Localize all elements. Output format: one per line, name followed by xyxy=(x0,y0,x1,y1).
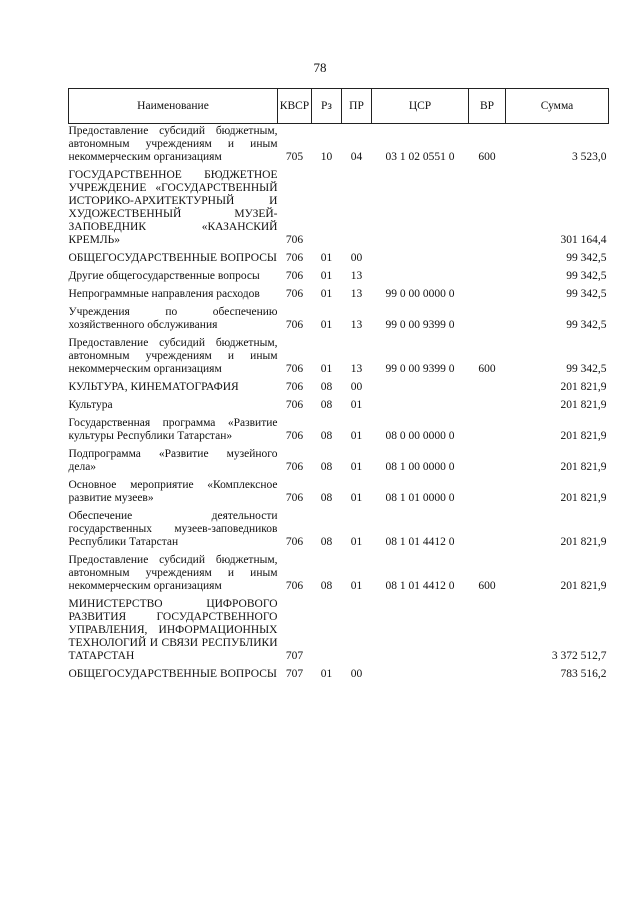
cell-sum: 201 821,9 xyxy=(560,430,607,442)
cell-csr: 99 0 00 9399 0 xyxy=(385,363,455,375)
cell-name: Предоставление субсидий бюджетным, автономным учреждениям и иным некоммерческим организациям xyxy=(68,337,278,375)
cell-vr xyxy=(469,447,506,478)
cell-pr: 01 xyxy=(350,430,363,442)
cell-rz: 10 xyxy=(320,151,333,163)
table-row xyxy=(69,553,609,597)
cell-kvsr: 706 xyxy=(285,492,304,504)
cell-sum: 301 164,4 xyxy=(560,234,607,246)
cell-rz xyxy=(312,168,342,251)
table-row xyxy=(69,416,609,447)
cell-csr xyxy=(372,251,469,269)
cell-vr xyxy=(469,251,506,269)
cell-sum: 201 821,9 xyxy=(560,580,607,592)
cell-kvsr: 706 xyxy=(285,234,304,246)
cell-rz: 08 xyxy=(320,580,333,592)
cell-name: КУЛЬТУРА, КИНЕМАТОГРАФИЯ xyxy=(68,381,239,393)
cell-name: ГОСУДАРСТВЕННОЕ БЮДЖЕТНОЕ УЧРЕЖДЕНИЕ «ГОСУДАРСТВЕННЫЙ ИСТОРИКО-АРХИТЕКТУРНЫЙ И ХУДОЖЕСТВЕННЫЙ МУЗЕЙ-ЗАПОВЕДНИК «КАЗАНСКИЙ КРЕМЛЬ» xyxy=(68,169,278,246)
cell-sum: 201 821,9 xyxy=(560,399,607,411)
header-vr: ВР xyxy=(469,89,506,124)
cell-kvsr: 706 xyxy=(285,461,304,473)
table-row xyxy=(69,478,609,509)
cell-pr: 01 xyxy=(350,492,363,504)
cell-vr xyxy=(469,597,506,667)
cell-rz: 01 xyxy=(320,668,333,680)
cell-kvsr: 706 xyxy=(285,536,304,548)
cell-sum: 99 342,5 xyxy=(566,363,607,375)
header-sum: Сумма xyxy=(506,89,609,124)
table-row xyxy=(69,269,609,287)
cell-sum: 3 523,0 xyxy=(572,151,607,163)
cell-kvsr: 706 xyxy=(285,580,304,592)
table-row xyxy=(69,509,609,553)
cell-name: Предоставление субсидий бюджетным, автономным учреждениям и иным некоммерческим организациям xyxy=(68,125,278,163)
cell-kvsr: 707 xyxy=(285,650,304,662)
cell-kvsr: 706 xyxy=(285,288,304,300)
cell-sum: 99 342,5 xyxy=(566,288,607,300)
cell-name: Государственная программа «Развитие культуры Республики Татарстан» xyxy=(68,417,278,442)
cell-vr xyxy=(469,168,506,251)
cell-pr: 13 xyxy=(350,363,363,375)
cell-sum: 99 342,5 xyxy=(566,270,607,282)
cell-sum: 201 821,9 xyxy=(560,492,607,504)
cell-kvsr: 707 xyxy=(285,668,304,680)
cell-pr: 00 xyxy=(350,668,363,680)
table-row xyxy=(69,287,609,305)
header-rz: Рз xyxy=(312,89,342,124)
cell-vr xyxy=(469,509,506,553)
cell-pr: 04 xyxy=(350,151,363,163)
cell-pr: 01 xyxy=(350,399,363,411)
cell-rz xyxy=(312,597,342,667)
cell-kvsr: 706 xyxy=(285,270,304,282)
cell-csr xyxy=(372,597,469,667)
cell-sum: 201 821,9 xyxy=(560,381,607,393)
cell-rz: 08 xyxy=(320,430,333,442)
cell-sum: 99 342,5 xyxy=(566,319,607,331)
cell-csr: 99 0 00 0000 0 xyxy=(385,288,455,300)
cell-vr xyxy=(469,478,506,509)
cell-pr: 01 xyxy=(350,536,363,548)
table-header-row xyxy=(69,89,609,124)
cell-csr xyxy=(372,398,469,416)
cell-pr: 00 xyxy=(350,252,363,264)
cell-rz: 01 xyxy=(320,363,333,375)
cell-kvsr: 706 xyxy=(285,319,304,331)
cell-kvsr: 705 xyxy=(285,151,304,163)
cell-csr xyxy=(372,269,469,287)
cell-csr: 08 1 01 0000 0 xyxy=(385,492,455,504)
cell-sum: 783 516,2 xyxy=(560,668,607,680)
cell-name: Обеспечение деятельности государственных музеев-заповедников Республики Татарстан xyxy=(68,510,278,548)
cell-vr xyxy=(469,398,506,416)
header-csr: ЦСР xyxy=(372,89,469,124)
cell-name: ОБЩЕГОСУДАРСТВЕННЫЕ ВОПРОСЫ xyxy=(68,252,277,264)
cell-rz: 01 xyxy=(320,319,333,331)
cell-csr xyxy=(372,168,469,251)
table-row xyxy=(69,251,609,269)
cell-name: Предоставление субсидий бюджетным, автономным учреждениям и иным некоммерческим организациям xyxy=(68,554,278,592)
cell-kvsr: 706 xyxy=(285,399,304,411)
cell-vr: 600 xyxy=(478,580,496,592)
cell-pr xyxy=(342,168,372,251)
cell-vr xyxy=(469,287,506,305)
table-row xyxy=(69,380,609,398)
cell-vr xyxy=(469,416,506,447)
cell-pr: 00 xyxy=(350,381,363,393)
cell-name: ОБЩЕГОСУДАРСТВЕННЫЕ ВОПРОСЫ xyxy=(68,668,277,680)
cell-name: Учреждения по обеспечению хозяйственного обслуживания xyxy=(68,306,278,331)
table-row xyxy=(69,667,609,685)
table-row xyxy=(69,124,609,169)
cell-kvsr: 706 xyxy=(285,252,304,264)
cell-pr: 01 xyxy=(350,461,363,473)
page-number: 78 xyxy=(313,60,327,75)
cell-sum: 201 821,9 xyxy=(560,461,607,473)
cell-rz: 08 xyxy=(320,461,333,473)
cell-kvsr: 706 xyxy=(285,363,304,375)
cell-vr xyxy=(469,269,506,287)
cell-vr xyxy=(469,305,506,336)
table-row xyxy=(69,447,609,478)
cell-pr: 01 xyxy=(350,580,363,592)
table-row xyxy=(69,398,609,416)
header-pr: ПР xyxy=(342,89,372,124)
cell-csr xyxy=(372,667,469,685)
cell-name: Непрограммные направления расходов xyxy=(68,288,260,300)
cell-rz: 08 xyxy=(320,381,333,393)
cell-csr: 08 1 00 0000 0 xyxy=(385,461,455,473)
table-body xyxy=(69,124,609,686)
table-row xyxy=(69,336,609,380)
cell-rz: 08 xyxy=(320,536,333,548)
cell-name: Культура xyxy=(68,399,113,411)
cell-rz: 08 xyxy=(320,399,333,411)
cell-name: Основное мероприятие «Комплексное развитие музеев» xyxy=(68,479,278,504)
cell-pr xyxy=(342,597,372,667)
cell-rz: 01 xyxy=(320,252,333,264)
cell-csr: 03 1 02 0551 0 xyxy=(385,151,455,163)
cell-rz: 01 xyxy=(320,288,333,300)
cell-name: Другие общегосударственные вопросы xyxy=(68,270,260,282)
cell-vr: 600 xyxy=(478,363,496,375)
header-name: Наименование xyxy=(69,89,278,124)
cell-kvsr: 706 xyxy=(285,381,304,393)
cell-rz: 08 xyxy=(320,492,333,504)
cell-pr: 13 xyxy=(350,319,363,331)
cell-rz: 01 xyxy=(320,270,333,282)
cell-vr xyxy=(469,380,506,398)
cell-name: Подпрограмма «Развитие музейного дела» xyxy=(68,448,278,473)
cell-vr xyxy=(469,667,506,685)
cell-sum: 99 342,5 xyxy=(566,252,607,264)
cell-name: МИНИСТЕРСТВО ЦИФРОВОГО РАЗВИТИЯ ГОСУДАРСТВЕННОГО УПРАВЛЕНИЯ, ИНФОРМАЦИОННЫХ ТЕХНОЛОГИЙ И СВЯЗИ РЕСПУБЛИКИ ТАТАРСТАН xyxy=(68,598,278,662)
cell-pr: 13 xyxy=(350,270,363,282)
cell-sum: 3 372 512,7 xyxy=(551,650,607,662)
cell-vr: 600 xyxy=(478,151,496,163)
cell-kvsr: 706 xyxy=(285,430,304,442)
cell-csr: 99 0 00 9399 0 xyxy=(385,319,455,331)
cell-csr xyxy=(372,380,469,398)
cell-sum: 201 821,9 xyxy=(560,536,607,548)
budget-table xyxy=(68,88,609,685)
cell-csr: 08 0 00 0000 0 xyxy=(385,430,455,442)
cell-pr: 13 xyxy=(350,288,363,300)
table-row xyxy=(69,597,609,667)
table-row xyxy=(69,305,609,336)
header-kvsr: КВСР xyxy=(278,89,312,124)
cell-csr: 08 1 01 4412 0 xyxy=(385,536,455,548)
table-row xyxy=(69,168,609,251)
cell-csr: 08 1 01 4412 0 xyxy=(385,580,455,592)
